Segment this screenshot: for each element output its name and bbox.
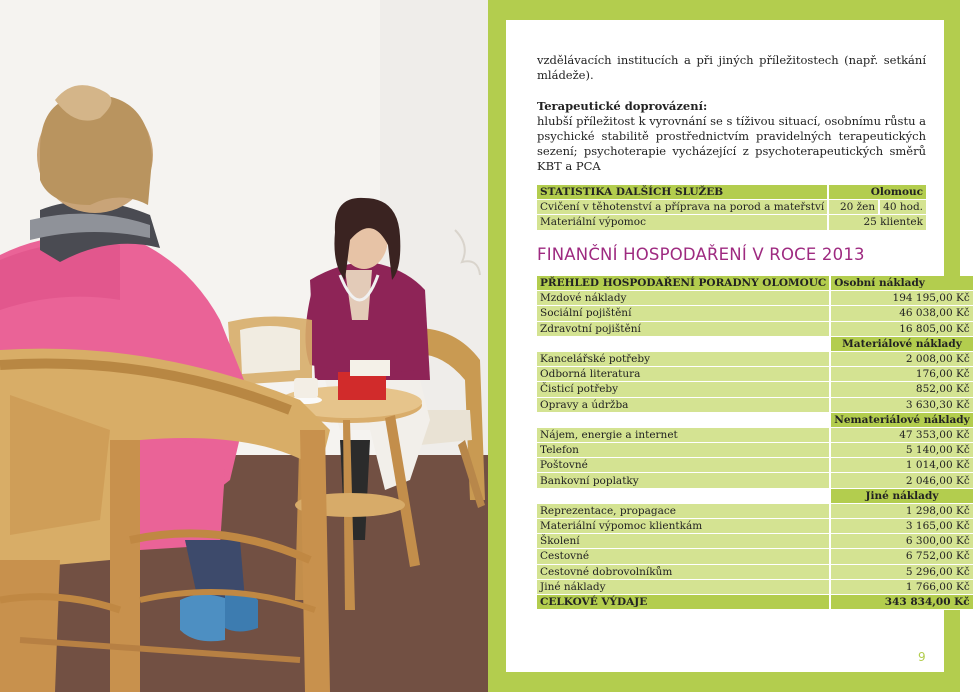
row-label: Cestovné dobrovolníkům (537, 565, 831, 580)
table-row (537, 549, 973, 564)
table-row (537, 580, 973, 595)
table-row (537, 519, 973, 534)
row-amount: 6 752,00 Kč (831, 549, 972, 564)
intro-paragraph: vzdělávacích institucích a při jiných příležitostech (např. setkání mládeže). (537, 53, 926, 82)
statistics-row-extra: 40 hod. (880, 200, 926, 215)
table-row (537, 398, 973, 413)
row-amount: 3 630,30 Kč (831, 398, 972, 413)
section-header-row (537, 413, 973, 428)
row-amount: 194 195,00 Kč (831, 291, 972, 306)
row-label: Jiné náklady (537, 580, 831, 595)
table-row (537, 565, 973, 580)
row-amount: 176,00 Kč (831, 367, 972, 382)
therapy-title: Terapeutické doprovázení: (537, 99, 708, 113)
row-amount: 1 298,00 Kč (831, 504, 972, 519)
row-label: Materiální výpomoc klientkám (537, 519, 831, 534)
statistics-row-label: Cvičení v těhotenství a příprava na porod a mateřství (537, 200, 829, 215)
row-amount: 16 805,00 Kč (831, 322, 972, 337)
statistics-location: Olomouc (829, 185, 926, 200)
table-row (537, 367, 973, 382)
statistics-row-count: 20 žen (829, 200, 880, 215)
row-amount: 1 766,00 Kč (831, 580, 972, 595)
row-amount: 2 046,00 Kč (831, 473, 972, 488)
row-amount: 2 008,00 Kč (831, 352, 972, 367)
row-amount: 5 140,00 Kč (831, 443, 972, 458)
row-label: Školení (537, 534, 831, 549)
section-title: Jiné náklady (831, 489, 972, 504)
row-label: Reprezentace, propagace (537, 504, 831, 519)
table-row (537, 322, 973, 337)
row-label: Mzdové náklady (537, 291, 831, 306)
table-row (537, 291, 973, 306)
table-row (537, 534, 973, 549)
row-amount: 3 165,00 Kč (831, 519, 972, 534)
row-label: Cestovné (537, 549, 831, 564)
row-amount: 1 014,00 Kč (831, 458, 972, 473)
table-row (537, 504, 973, 519)
therapy-paragraph (537, 99, 926, 174)
row-label: Odborná literatura (537, 367, 831, 382)
total-row (537, 595, 973, 610)
statistics-header-row (537, 185, 926, 200)
table-row (537, 443, 973, 458)
total-label: CELKOVÉ VÝDAJE (537, 595, 831, 610)
section-title: Nemateriálové náklady (831, 413, 972, 428)
row-label: Čisticí potřeby (537, 382, 831, 397)
section-title: Osobní náklady (831, 276, 972, 291)
table-row (537, 215, 926, 230)
statistics-title: STATISTIKA DALŠÍCH SLUŽEB (537, 185, 829, 200)
total-amount: 343 834,00 Kč (831, 595, 972, 610)
statistics-table (537, 185, 926, 231)
row-label: Bankovní poplatky (537, 473, 831, 488)
table-row (537, 306, 973, 321)
section-header-row (537, 337, 973, 352)
row-label: Sociální pojištění (537, 306, 831, 321)
finance-heading: FINANČNÍ HOSPODAŘENÍ V ROCE 2013 (537, 245, 865, 264)
section-title: Materiálové náklady (831, 337, 972, 352)
row-amount: 6 300,00 Kč (831, 534, 972, 549)
row-amount: 5 296,00 Kč (831, 565, 972, 580)
row-label: Zdravotní pojištění (537, 322, 831, 337)
page-number: 9 (918, 650, 926, 664)
row-label: Kancelářské potřeby (537, 352, 831, 367)
therapy-body: hlubší příležitost k vyrovnání se s tíživou situací, osobnímu růstu a psychické stabilitě prostřednictvím pravidelných terapeutických sezení; psychoterapie vycházející z psychoterapeutických směrů KBT a PCA (537, 114, 926, 173)
row-amount: 852,00 Kč (831, 382, 972, 397)
row-amount: 46 038,00 Kč (831, 306, 972, 321)
table-row (537, 458, 973, 473)
finance-table-title: PŘEHLED HOSPODAŘENÍ PORADNY OLOMOUC (537, 276, 831, 291)
section-header-row (537, 489, 973, 504)
table-row (537, 382, 973, 397)
row-label: Opravy a údržba (537, 398, 831, 413)
statistics-row-label: Materiální výpomoc (537, 215, 829, 230)
table-row (537, 428, 973, 443)
row-label: Poštovné (537, 458, 831, 473)
row-label: Nájem, energie a internet (537, 428, 831, 443)
table-row (537, 473, 973, 488)
row-amount: 47 353,00 Kč (831, 428, 972, 443)
table-row (537, 352, 973, 367)
table-row (537, 200, 926, 215)
finance-table (537, 276, 973, 610)
statistics-row-value: 25 klientek (829, 215, 926, 230)
row-label: Telefon (537, 443, 831, 458)
finance-header-row (537, 276, 973, 291)
